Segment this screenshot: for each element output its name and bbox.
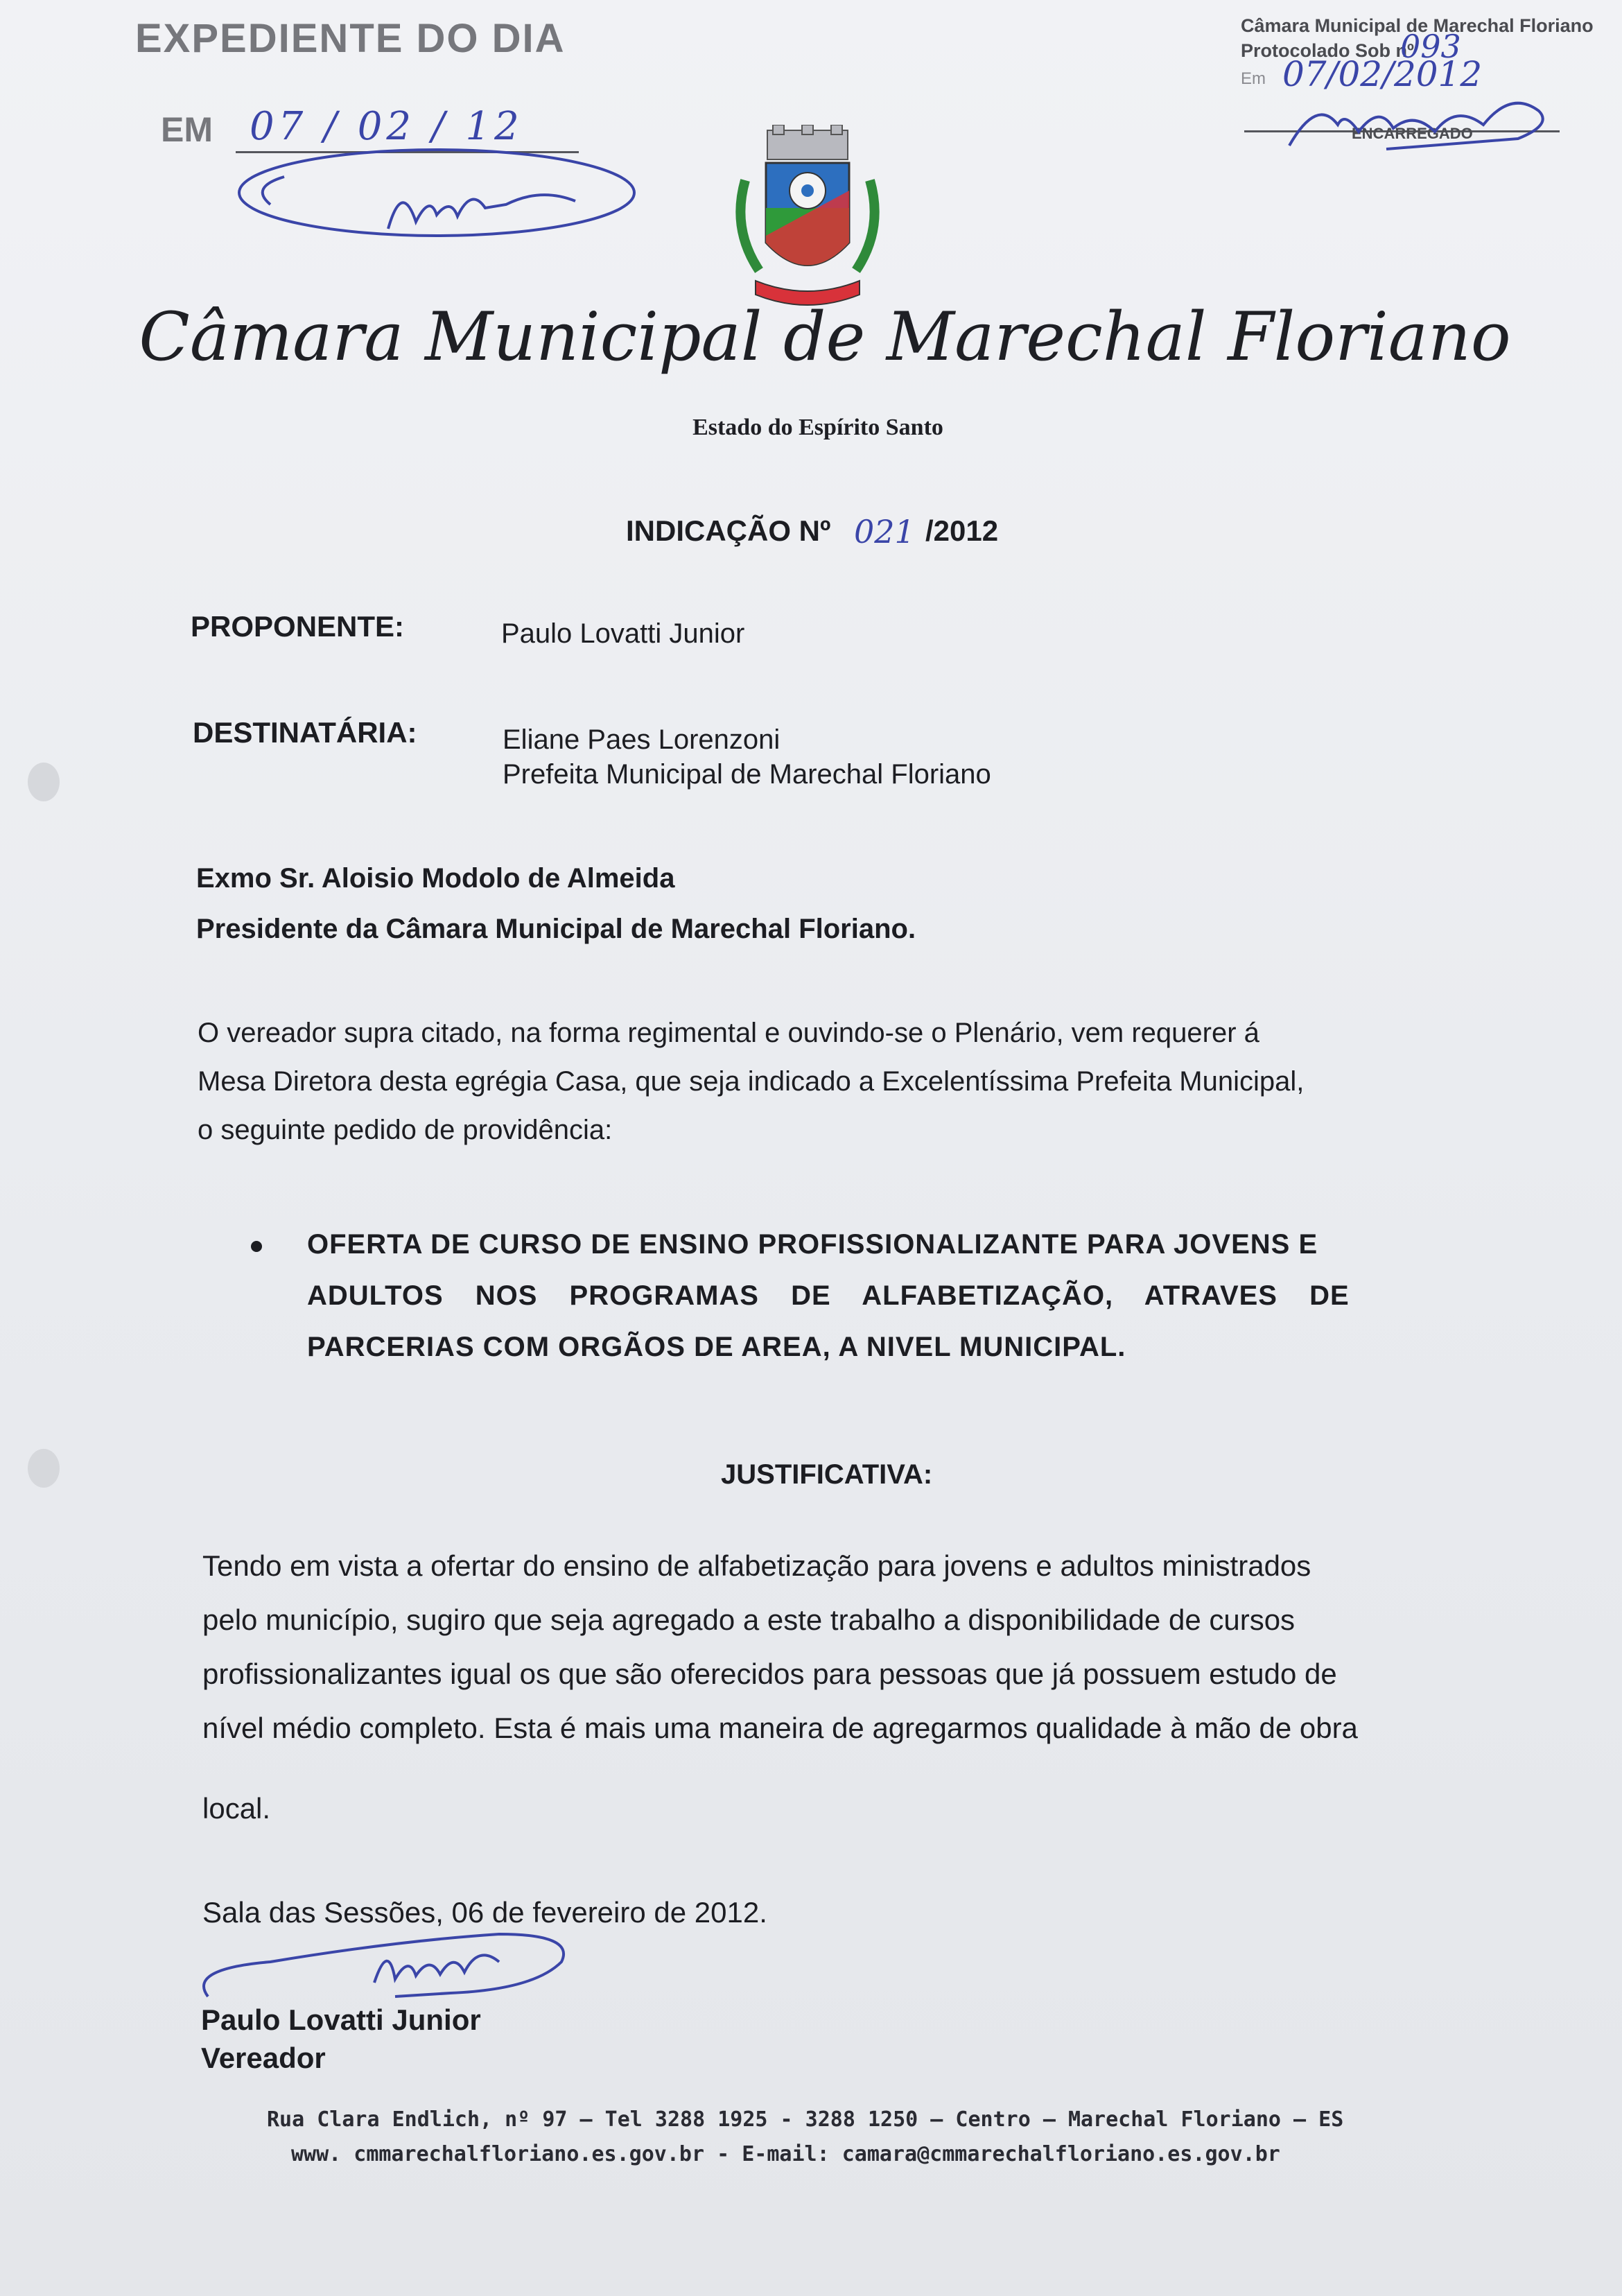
expediente-stamp-title: EXPEDIENTE DO DIA xyxy=(135,16,566,61)
punch-hole xyxy=(28,763,60,801)
justificativa-heading: JUSTIFICATIVA: xyxy=(721,1459,933,1490)
footer-address: Rua Clara Endlich, nº 97 – Tel 3288 1925 - 3288 1250 – Centro – Marechal Floriano – ES xyxy=(267,2107,1344,2132)
closing-role: Vereador xyxy=(201,2042,326,2074)
intro-line-1: O vereador supra citado, na forma regimental e ouvindo-se o Plenário, vem requerer á xyxy=(198,1018,1259,1048)
protocol-stamp-line1: Câmara Municipal de Marechal Floriano xyxy=(1241,15,1594,36)
destinataria-name: Eliane Paes Lorenzoni xyxy=(503,724,781,755)
justificativa-line-1: Tendo em vista a ofertar do ensino de alfabetização para jovens e adultos ministrados xyxy=(202,1549,1311,1582)
indicacao-number: 021 xyxy=(854,513,915,550)
bleed-through xyxy=(984,215,1012,305)
destinataria-label: DESTINATÁRIA: xyxy=(193,716,417,749)
protocol-date: 07/02/2012 xyxy=(1282,54,1483,94)
document-title: Câmara Municipal de Marechal Floriano xyxy=(139,298,1511,376)
justificativa-line-4: nível médio completo. Esta é mais uma maneira de agregarmos qualidade à mão de obra xyxy=(202,1712,1358,1744)
intro-line-2: Mesa Diretora desta egrégia Casa, que seja indicado a Excelentíssima Prefeita Municipal, xyxy=(198,1066,1305,1097)
addressee-name: Exmo Sr. Aloisio Modolo de Almeida xyxy=(196,863,675,894)
request-line-2: ADULTOS NOS PROGRAMAS DE ALFABETIZAÇÃO, ATRAVES DE xyxy=(307,1280,1350,1311)
closing-name: Paulo Lovatti Junior xyxy=(201,2003,481,2036)
protocol-signature xyxy=(1275,83,1567,159)
destinataria-role: Prefeita Municipal de Marechal Floriano xyxy=(503,759,991,790)
expediente-em-label: EM xyxy=(161,110,213,149)
punch-hole xyxy=(28,1449,60,1488)
closing-place-date: Sala das Sessões, 06 de fevereiro de 2012. xyxy=(202,1896,767,1929)
protocol-stamp-line2: Protocolado Sob nº xyxy=(1241,40,1414,61)
proponente-value: Paulo Lovatti Junior xyxy=(501,618,745,649)
request-line-1: OFERTA DE CURSO DE ENSINO PROFISSIONALIZANTE PARA JOVENS E xyxy=(307,1229,1318,1260)
indicacao-year: /2012 xyxy=(925,514,999,547)
councilor-signature xyxy=(187,1913,589,2017)
justificativa-line-5: local. xyxy=(202,1792,271,1825)
expediente-signature xyxy=(229,139,659,270)
protocol-encarregado: ENCARREGADO xyxy=(1352,125,1473,142)
justificativa-line-2: pelo município, sugiro que seja agregado a este trabalho a disponibilidade de cursos xyxy=(202,1603,1296,1636)
expediente-date: 07 / 02 / 12 xyxy=(250,104,523,149)
addressee-role: Presidente da Câmara Municipal de Marechal Floriano. xyxy=(196,914,916,944)
proponente-label: PROPONENTE: xyxy=(191,610,405,643)
indicacao-label: INDICAÇÃO Nº xyxy=(626,514,831,547)
protocol-number: 093 xyxy=(1400,28,1461,65)
justificativa-line-3: profissionalizantes igual os que são oferecidos para pessoas que já possuem estudo de xyxy=(202,1658,1337,1690)
bullet-icon xyxy=(251,1241,262,1252)
protocol-em-label: Em xyxy=(1241,69,1266,88)
intro-line-3: o seguinte pedido de providência: xyxy=(198,1115,613,1145)
footer-contact: www. cmmarechalfloriano.es.gov.br - E-mail: camara@cmmarechalfloriano.es.gov.br xyxy=(291,2142,1280,2166)
request-line-3: PARCERIAS COM ORGÃOS DE AREA, A NIVEL MUNICIPAL. xyxy=(307,1332,1126,1362)
document-subtitle: Estado do Espírito Santo xyxy=(692,415,943,440)
municipal-crest-emblem xyxy=(724,125,891,319)
